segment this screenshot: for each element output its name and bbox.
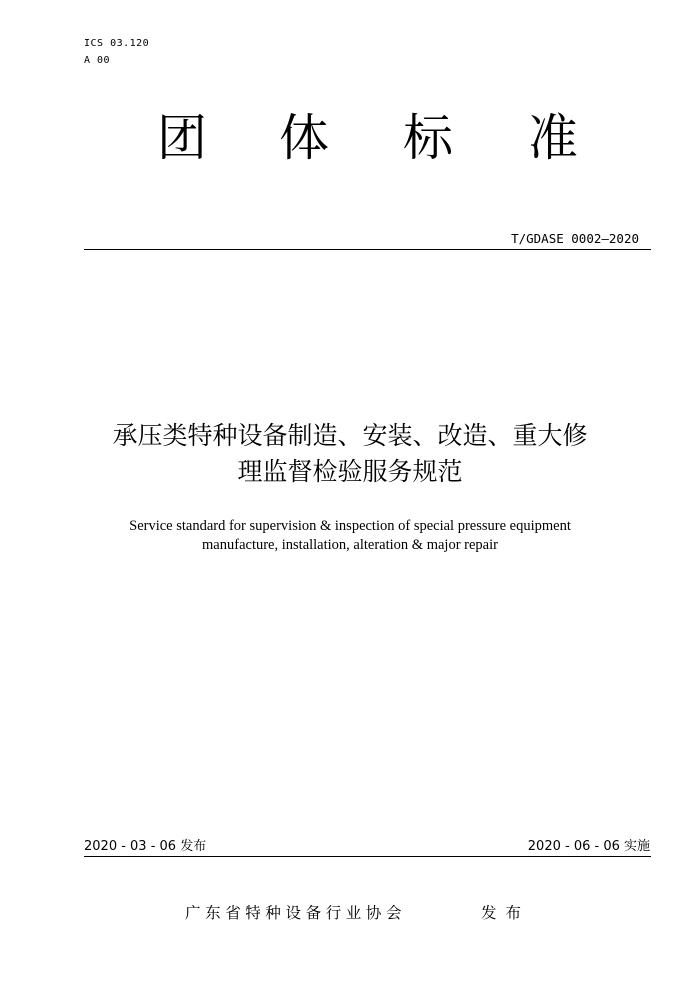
standard-number: T/GDASE 0002—2020	[511, 231, 639, 246]
implementation-date: 2020 - 06 - 06 实施	[527, 839, 650, 854]
document-type-heading	[0, 108, 700, 168]
publisher-name: 广东省特种设备行业协会	[185, 904, 407, 922]
english-title	[0, 517, 700, 555]
doc-type-char: 体	[279, 109, 329, 167]
header-divider	[84, 249, 651, 250]
issue-date: 2020 - 03 - 06 发布	[84, 839, 207, 854]
chinese-title-line: 承压类特种设备制造、安装、改造、重大修	[112, 421, 588, 450]
footer-divider	[84, 856, 651, 857]
ics-code: ICS 03.120	[84, 38, 150, 49]
english-title-line: manufacture, installation, alteration & major repair	[202, 537, 498, 553]
doc-type-char: 团	[157, 109, 207, 167]
chinese-title-line: 理监督检验服务规范	[237, 457, 463, 486]
doc-type-char: 标	[403, 109, 453, 167]
english-title-line: Service standard for supervision & inspection of special pressure equipment	[129, 518, 571, 534]
doc-type-char: 准	[528, 109, 578, 167]
publish-label: 发布	[481, 904, 531, 922]
chinese-title	[0, 418, 700, 490]
classification-code: A 00	[84, 55, 111, 66]
